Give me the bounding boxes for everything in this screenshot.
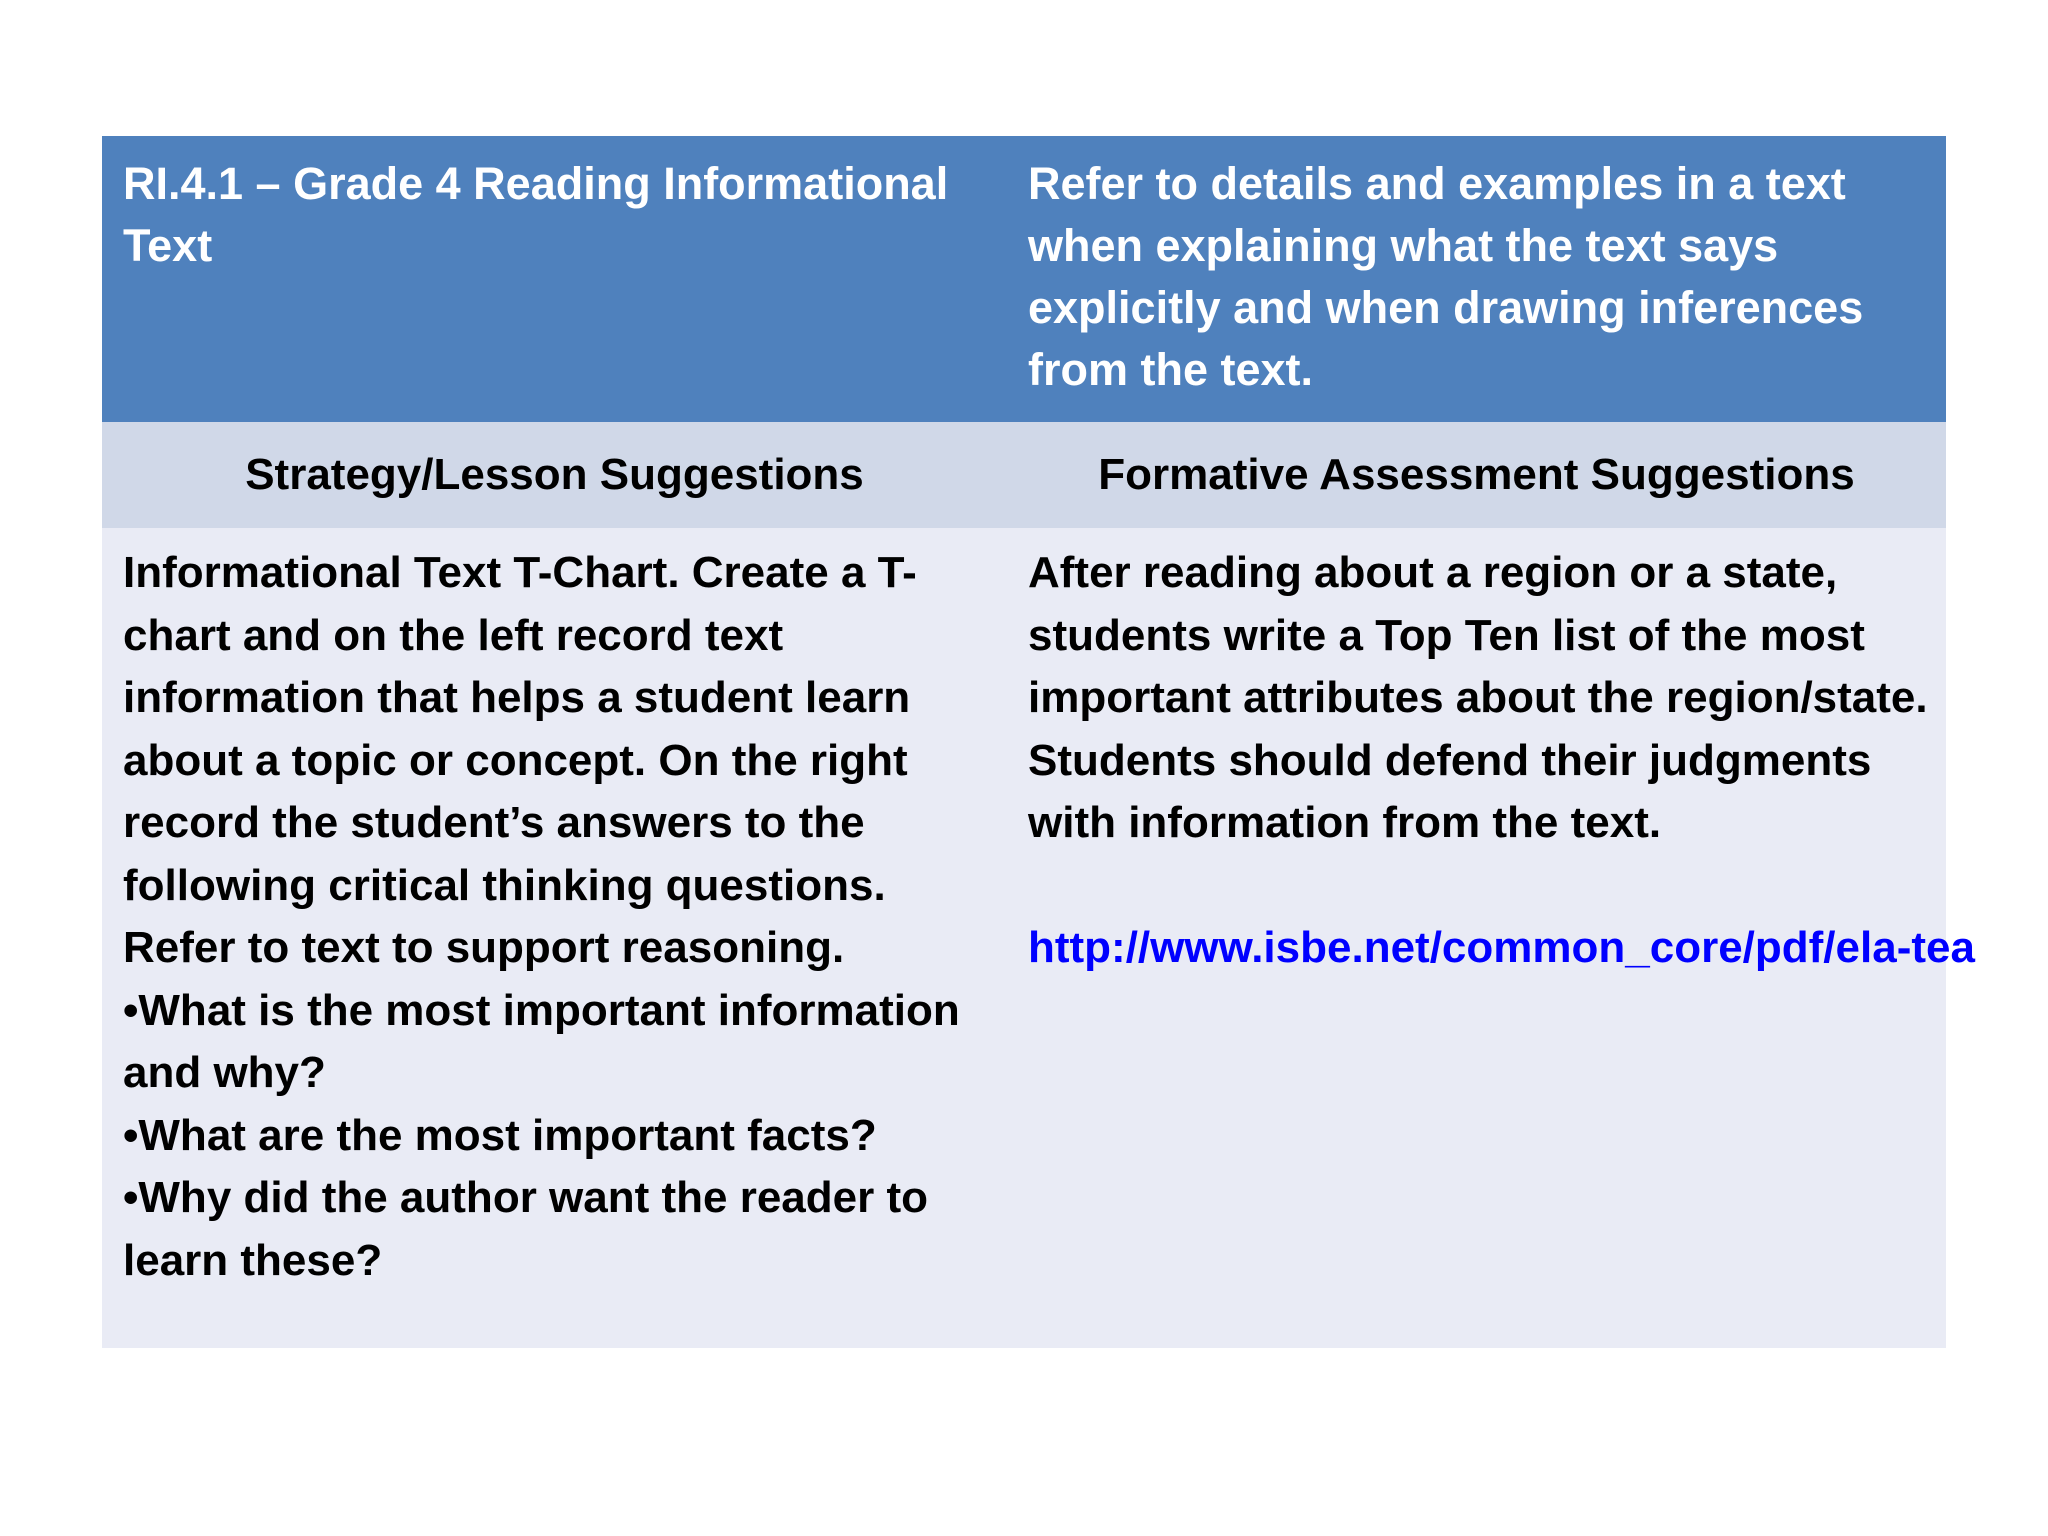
strategy-body-cell [102, 528, 1007, 1348]
standard-description: Refer to details and examples in a text when explaining what the text says explicitly and when drawing inferences from the text. [1028, 158, 1864, 395]
assessment-heading-cell [1007, 422, 1946, 528]
strategy-bullet: • Why did the author want the reader to learn these? [123, 1167, 991, 1292]
strategy-heading-cell [102, 422, 1007, 528]
standard-title: RI.4.1 – Grade 4 Reading Informational Text [123, 158, 949, 271]
strategy-bullet: • What are the most important facts? [123, 1105, 991, 1168]
standard-description-cell [1007, 136, 1946, 422]
paragraph-gap [1028, 855, 1930, 918]
standards-table [102, 136, 1975, 1348]
assessment-body-cell [1007, 528, 1975, 1348]
strategy-heading: Strategy/Lesson Suggestions [245, 450, 864, 499]
resource-link[interactable]: http://www.isbe.net/common_core/pdf/ela-tea [1028, 923, 1975, 972]
strategy-paragraph: Informational Text T-Chart. Create a T-chart and on the left record text information that helps a student learn about a topic or concept. On the right record the student’s answers to the following critical thinking questions. Refer to text to support reasoning. [123, 548, 917, 972]
strategy-bullet: • What is the most important information and why? [123, 980, 991, 1105]
assessment-heading: Formative Assessment Suggestions [1098, 450, 1855, 499]
assessment-paragraph: After reading about a region or a state, students write a Top Ten list of the most important attributes about the region/state. Students should defend their judgments with information from the text. [1028, 548, 1928, 847]
standard-title-cell [102, 136, 1007, 422]
